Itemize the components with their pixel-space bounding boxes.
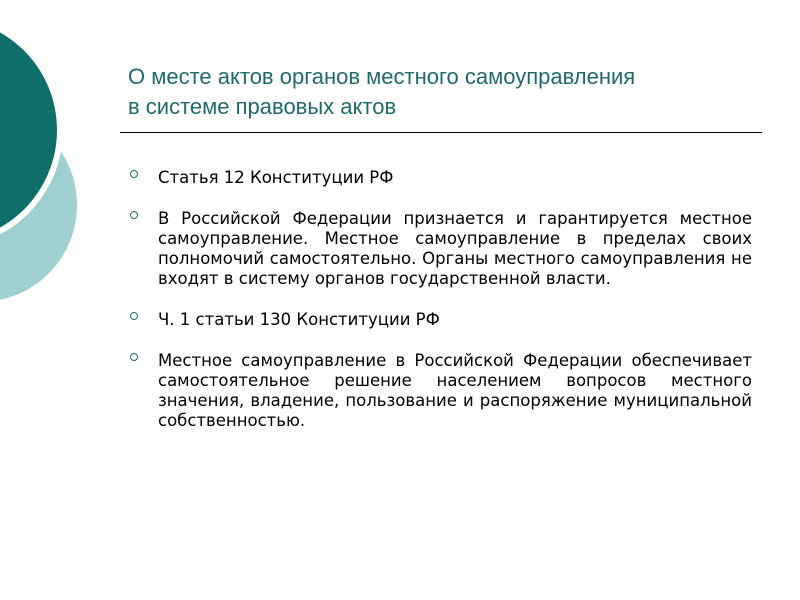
- list-item: [130, 168, 752, 188]
- bullet-circle-icon: [130, 353, 138, 361]
- bullet-text: Статья 12 Конституции РФ: [158, 168, 394, 187]
- bullet-text: Ч. 1 статьи 130 Конституции РФ: [158, 310, 440, 329]
- list-item: [130, 209, 752, 289]
- bullet-text: Местное самоуправление в Российской Федерации обеспечивает самостоятельное решение населением вопросов местного значения, владение, пользование и распоряжение муниципальной собственностью.: [158, 351, 752, 430]
- list-item: [130, 351, 752, 431]
- slide-title: [128, 62, 768, 122]
- bullet-list: [130, 168, 752, 452]
- slide-title-line-2: в системе правовых актов: [128, 94, 397, 119]
- list-item: [130, 310, 752, 330]
- dark-teal-circle: [0, 18, 57, 242]
- bullet-circle-icon: [130, 211, 138, 219]
- light-teal-circle: [0, 108, 77, 302]
- bullet-circle-icon: [130, 170, 138, 178]
- slide-title-line-1: О месте актов органов местного самоуправления: [128, 64, 636, 89]
- title-divider: [120, 132, 762, 133]
- white-ring: [0, 12, 63, 248]
- bullet-circle-icon: [130, 312, 138, 320]
- bullet-text: В Российской Федерации признается и гарантируется местное самоуправление. Местное самоуправление в пределах своих полномочий самостоятельно. Органы местного самоуправления не входят в систему органов государственной власти.: [158, 209, 752, 288]
